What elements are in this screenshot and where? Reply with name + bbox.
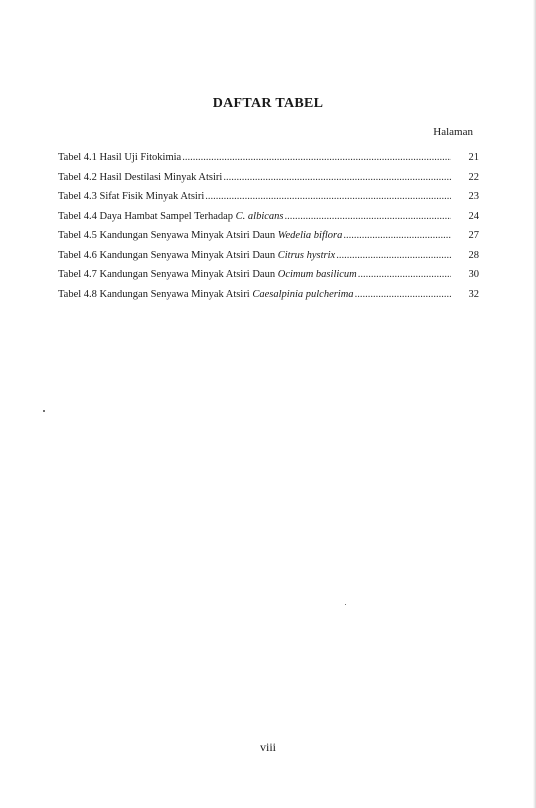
entry-label: Tabel 4.2 Hasil Destilasi Minyak Atsiri [58,171,223,183]
entry-label: Tabel 4.5 Kandungan Senyawa Minyak Atsiri Daun Wedelia biflora [58,230,343,241]
entry-label: Tabel 4.1 Hasil Uji Fitokimia [58,152,182,163]
scan-speck [345,604,346,605]
entry-label: Tabel 4.4 Daya Hambat Sampel Terhadap C. albicans [58,210,284,222]
leader-dots [285,211,452,222]
list-item-tabel-4-7[interactable] [58,269,479,289]
entry-label: Tabel 4.3 Sifat Fisik Minyak Atsiri [58,191,205,202]
list-item-tabel-4-2[interactable] [58,172,479,192]
entry-page-number: 21 [468,152,479,163]
list-item-tabel-4-8[interactable] [58,289,479,309]
entry-label: Tabel 4.6 Kandungan Senyawa Minyak Atsiri Daun Citrus hystrix [58,249,336,261]
list-item-tabel-4-4[interactable] [58,211,479,231]
entry-page-number: 28 [468,249,479,261]
leader-dots [336,250,451,261]
leader-dots [205,191,451,202]
entry-page-number: 24 [468,210,479,222]
page-column-header: Halaman [433,126,473,138]
page-number-footer: viii [259,740,276,754]
list-item-tabel-4-1[interactable] [58,152,479,172]
list-item-tabel-4-5[interactable] [58,230,479,250]
list-item-tabel-4-3[interactable] [58,191,479,211]
list-item-tabel-4-6[interactable] [58,250,479,270]
entry-page-number: 30 [468,269,479,280]
leader-dots [343,230,451,241]
leader-dots [355,289,451,300]
entry-label: Tabel 4.8 Kandungan Senyawa Minyak Atsiri Caesalpinia pulcherima [58,288,354,300]
leader-dots [223,172,451,183]
entry-label: Tabel 4.7 Kandungan Senyawa Minyak Atsiri Daun Ocimum basilicum [58,269,357,280]
page-title: DAFTAR TABEL [212,96,324,111]
entry-page-number: 22 [468,171,479,183]
scan-speck [43,410,45,412]
entry-page-number: 23 [468,191,479,202]
entry-page-number: 27 [468,230,479,241]
leader-dots [358,269,451,280]
entry-page-number: 32 [468,288,479,300]
table-list [58,152,479,308]
leader-dots [182,152,451,163]
